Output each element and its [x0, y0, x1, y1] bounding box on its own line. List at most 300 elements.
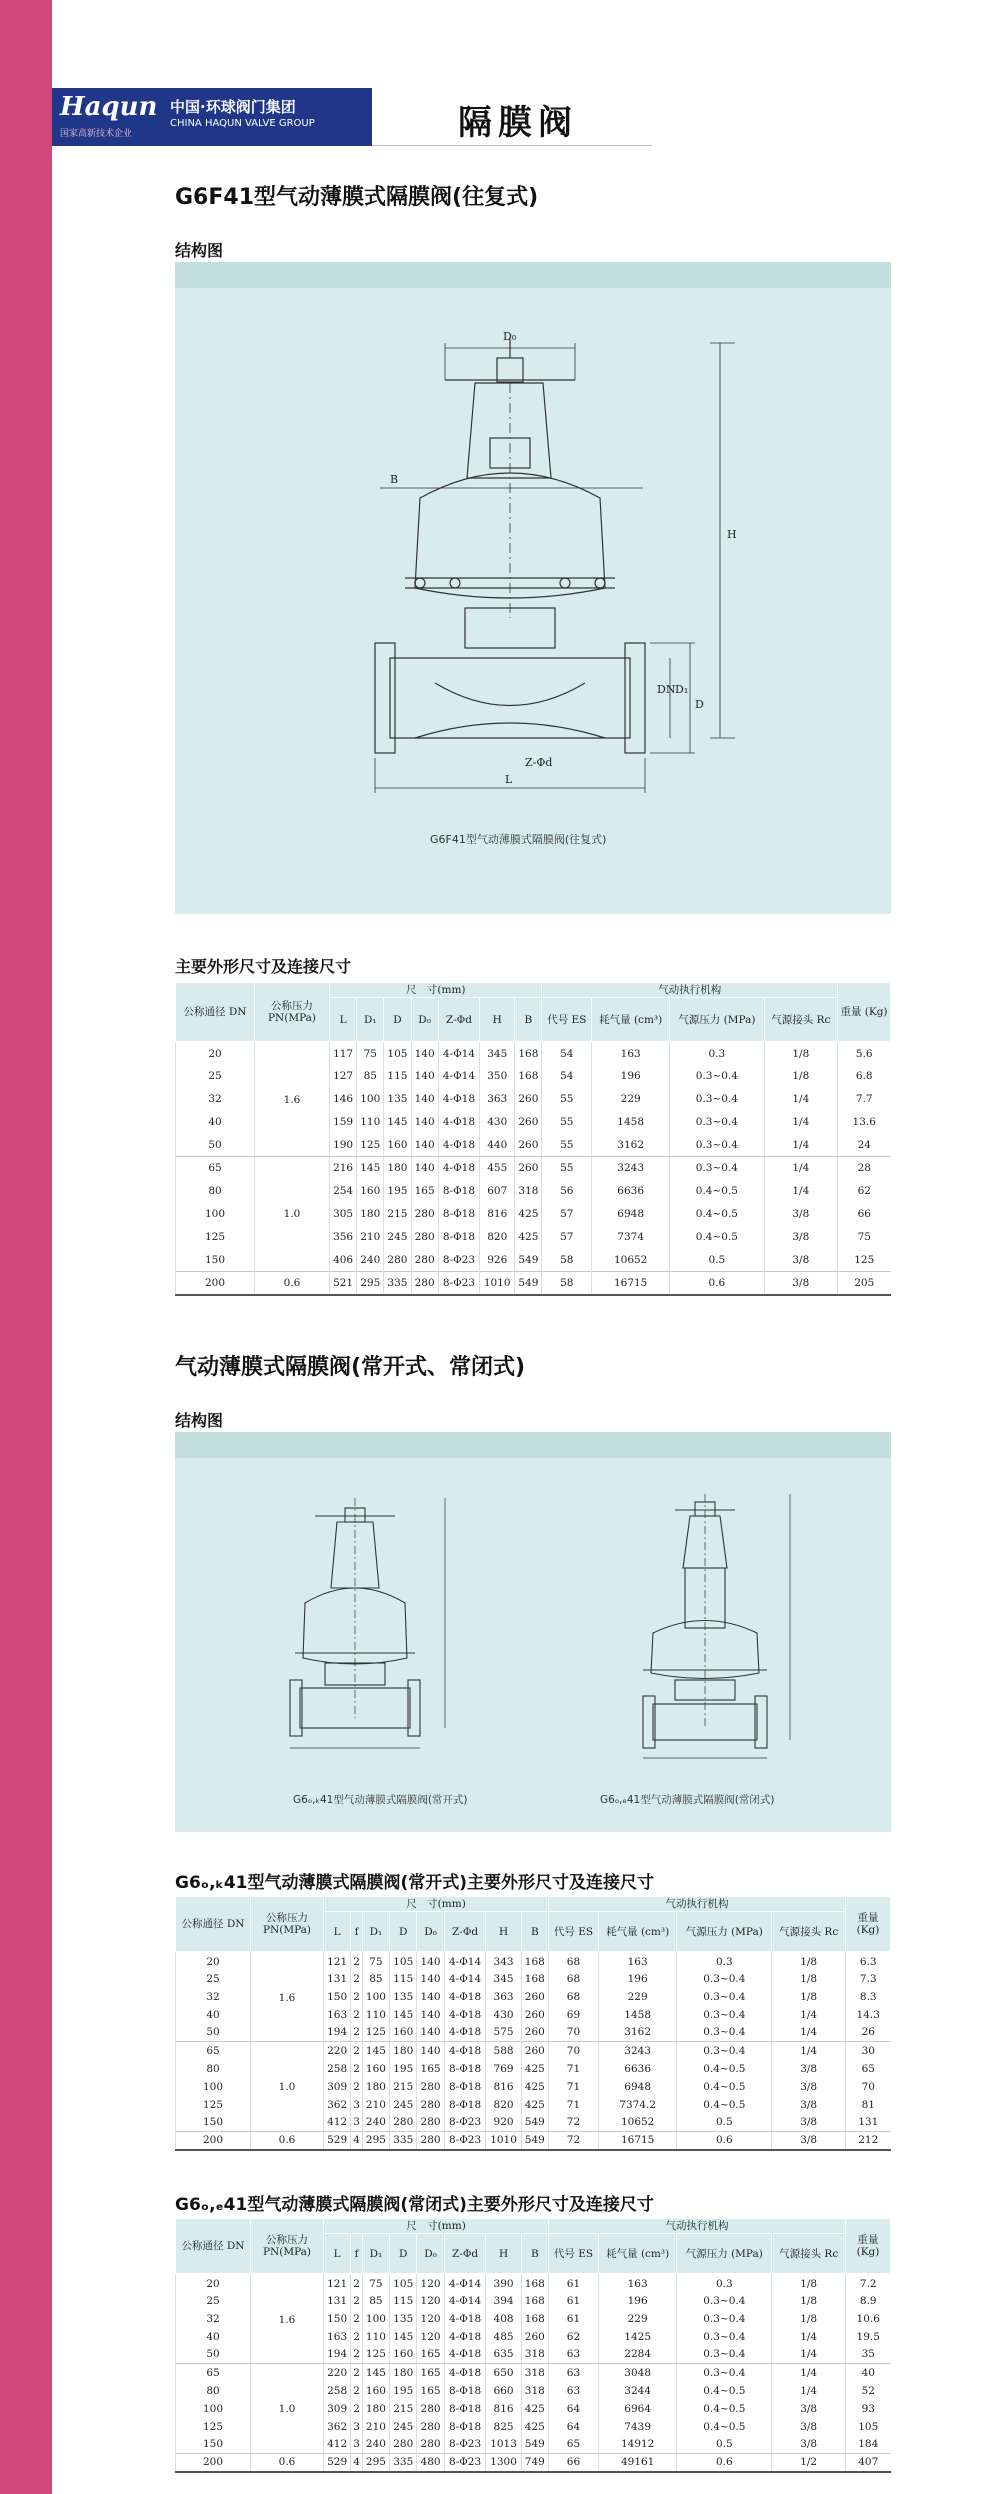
- table-cell: 6964: [599, 2400, 677, 2418]
- section1-struct-label: 结构图: [175, 241, 224, 260]
- drawing-panel-1: [175, 262, 891, 914]
- table-cell: 3048: [599, 2364, 677, 2382]
- table-cell: 362: [324, 2096, 351, 2114]
- table-cell: 1010: [486, 2132, 521, 2150]
- table-cell: 16715: [592, 1272, 670, 1295]
- table-cell: 8-Φ23: [438, 1272, 480, 1295]
- col-group-dims: 尺 寸(mm): [330, 983, 542, 998]
- table-cell: 0.3: [677, 2274, 772, 2292]
- table-cell: 0.6: [670, 1272, 765, 1295]
- table-cell: 4-Φ18: [444, 2042, 486, 2060]
- table-cell: 131: [324, 2292, 351, 2310]
- table-cell: 65: [846, 2060, 891, 2078]
- table-cell: 66: [548, 2454, 598, 2472]
- table-cell: 0.3~0.4: [677, 2364, 772, 2382]
- table-cell: 820: [486, 2096, 521, 2114]
- header-divider: [372, 145, 652, 146]
- table-cell: 280: [417, 2078, 444, 2096]
- col-dn: 公称通径 DN: [176, 2219, 251, 2274]
- table-cell: 168: [521, 2274, 548, 2292]
- col-d: D: [390, 1912, 417, 1952]
- table-cell: 13.6: [838, 1111, 891, 1134]
- table-cell: 0.3~0.4: [670, 1065, 765, 1088]
- table-cell: 4-Φ18: [438, 1134, 480, 1157]
- table-cell: 180: [390, 2042, 417, 2060]
- table-cell: 280: [390, 2114, 417, 2132]
- table-cell: 1/8: [772, 1988, 846, 2006]
- table-cell: 52: [846, 2382, 891, 2400]
- col-weight: 重量 (Kg): [838, 983, 891, 1042]
- table-cell: 280: [411, 1249, 438, 1272]
- drawing-caption-1: G6F41型气动薄膜式隔膜阀(往复式): [430, 833, 607, 846]
- table-cell: 168: [521, 2310, 548, 2328]
- table-cell: 0.4~0.5: [670, 1203, 765, 1226]
- table-cell: 245: [390, 2096, 417, 2114]
- table-cell: 440: [480, 1134, 515, 1157]
- col-l: L: [324, 1912, 351, 1952]
- table-cell: 125: [362, 2024, 389, 2042]
- label-zphid: Z-Φd: [525, 756, 553, 769]
- col-h: H: [486, 2234, 521, 2274]
- table-cell: 2: [351, 2078, 362, 2096]
- table-cell: 2: [351, 1970, 362, 1988]
- table-cell: 8-Φ18: [444, 2096, 486, 2114]
- table-cell: 85: [362, 1970, 389, 1988]
- table-cell: 168: [521, 2292, 548, 2310]
- table-cell: 425: [521, 2060, 548, 2078]
- col-es: 代号 ES: [548, 1912, 598, 1952]
- cell-pn: 0.6: [251, 2132, 324, 2150]
- table-cell: 30: [846, 2042, 891, 2060]
- table-cell: 430: [486, 2006, 521, 2024]
- table-cell: 168: [521, 1952, 548, 1970]
- table-cell: 140: [417, 1988, 444, 2006]
- table-cell: 4: [351, 2132, 362, 2150]
- table-cell: 240: [357, 1249, 384, 1272]
- table-row: [176, 2132, 891, 2150]
- cell-dn: 125: [176, 2096, 251, 2114]
- col-d1: D₁: [362, 1912, 389, 1952]
- table-cell: 4-Φ18: [438, 1088, 480, 1111]
- table-cell: 3/8: [764, 1226, 837, 1249]
- label-h: H: [727, 528, 737, 541]
- section2-struct-label: 结构图: [175, 1411, 224, 1430]
- table-cell: 70: [548, 2042, 598, 2060]
- table-cell: 1/8: [772, 1970, 846, 1988]
- table-cell: 425: [521, 2096, 548, 2114]
- table-cell: 0.4~0.5: [677, 2078, 772, 2096]
- table-cell: 140: [411, 1134, 438, 1157]
- table-cell: 335: [390, 2454, 417, 2472]
- table-cell: 1/8: [764, 1065, 837, 1088]
- table-cell: 135: [384, 1088, 411, 1111]
- table-cell: 0.3: [677, 1952, 772, 1970]
- table-cell: 93: [846, 2400, 891, 2418]
- table1-title: 主要外形尺寸及连接尺寸: [175, 957, 352, 976]
- table-cell: 6.8: [838, 1065, 891, 1088]
- col-weight: 重量 (Kg): [846, 1897, 891, 1952]
- table-cell: 10652: [592, 1249, 670, 1272]
- table-cell: 0.3~0.4: [670, 1157, 765, 1180]
- table-cell: 125: [838, 1249, 891, 1272]
- table-cell: 100: [362, 1988, 389, 2006]
- table-cell: 195: [390, 2382, 417, 2400]
- cell-dn: 100: [176, 2400, 251, 2418]
- cell-dn: 80: [176, 2382, 251, 2400]
- col-air-connector: 气源接头 Rc: [772, 2234, 846, 2274]
- cell-dn: 20: [176, 1952, 251, 1970]
- col-l: L: [330, 998, 357, 1042]
- table-cell: 64: [548, 2400, 598, 2418]
- table-cell: 115: [384, 1065, 411, 1088]
- table-cell: 2: [351, 2274, 362, 2292]
- table-cell: 140: [411, 1157, 438, 1180]
- table-cell: 0.4~0.5: [677, 2382, 772, 2400]
- company-logo: Haqun: [60, 92, 158, 122]
- table-cell: 8-Φ23: [444, 2454, 486, 2472]
- table-cell: 3: [351, 2436, 362, 2454]
- table-cell: 0.3~0.4: [677, 2310, 772, 2328]
- brand-header: [52, 88, 372, 146]
- table-cell: 140: [417, 2024, 444, 2042]
- table-cell: 100: [362, 2310, 389, 2328]
- table-cell: 0.4~0.5: [677, 2418, 772, 2436]
- table-cell: 3/8: [772, 2436, 846, 2454]
- table-cell: 120: [417, 2292, 444, 2310]
- table-cell: 280: [411, 1226, 438, 1249]
- table-cell: 125: [357, 1134, 384, 1157]
- valve-drawings-no-nc: [175, 1458, 891, 1832]
- table-cell: 2: [351, 2328, 362, 2346]
- table-cell: 3/8: [772, 2078, 846, 2096]
- table-cell: 4-Φ14: [438, 1042, 480, 1065]
- table-cell: 820: [480, 1226, 515, 1249]
- col-dn: 公称通径 DN: [176, 983, 255, 1042]
- table-cell: 240: [362, 2114, 389, 2132]
- table-cell: 5.6: [838, 1042, 891, 1065]
- table-cell: 131: [846, 2114, 891, 2132]
- table-cell: 430: [480, 1111, 515, 1134]
- table-cell: 4-Φ14: [438, 1065, 480, 1088]
- table-cell: 280: [384, 1249, 411, 1272]
- table-cell: 408: [486, 2310, 521, 2328]
- table-cell: 260: [515, 1157, 542, 1180]
- table-cell: 63: [548, 2346, 598, 2364]
- table-cell: 54: [542, 1065, 592, 1088]
- table-cell: 0.4~0.5: [670, 1226, 765, 1249]
- table-cell: 0.4~0.5: [677, 2400, 772, 2418]
- table-cell: 85: [357, 1065, 384, 1088]
- table-cell: 215: [390, 2400, 417, 2418]
- col-l: L: [324, 2234, 351, 2274]
- table-cell: 14912: [599, 2436, 677, 2454]
- table-cell: 350: [480, 1065, 515, 1088]
- table-cell: 280: [417, 2400, 444, 2418]
- label-d: D: [695, 698, 704, 711]
- cell-dn: 40: [176, 2006, 251, 2024]
- table-cell: 145: [390, 2006, 417, 2024]
- table-cell: 280: [417, 2418, 444, 2436]
- table-cell: 145: [390, 2328, 417, 2346]
- table-cell: 4-Φ18: [444, 2328, 486, 2346]
- col-b: B: [521, 2234, 548, 2274]
- cell-dn: 80: [176, 1180, 255, 1203]
- company-name-en: CHINA HAQUN VALVE GROUP: [170, 118, 315, 129]
- table-cell: 318: [521, 2364, 548, 2382]
- table-cell: 0.4~0.5: [677, 2096, 772, 2114]
- table-cell: 816: [486, 2400, 521, 2418]
- table-cell: 115: [390, 1970, 417, 1988]
- col-pn: 公称压力 PN(MPa): [251, 2219, 324, 2274]
- cell-pn: 1.0: [251, 2042, 324, 2132]
- table-cell: 140: [417, 1952, 444, 1970]
- table-cell: 0.6: [677, 2132, 772, 2150]
- table-cell: 4-Φ14: [444, 1952, 486, 1970]
- table-cell: 125: [362, 2346, 389, 2364]
- cell-dn: 65: [176, 2364, 251, 2382]
- table-cell: 145: [384, 1111, 411, 1134]
- table-cell: 1/4: [764, 1180, 837, 1203]
- table-cell: 71: [548, 2060, 598, 2078]
- table-cell: 1300: [486, 2454, 521, 2472]
- table-cell: 485: [486, 2328, 521, 2346]
- table-row: [176, 2364, 891, 2382]
- table-cell: 68: [548, 1952, 598, 1970]
- table-cell: 2: [351, 2006, 362, 2024]
- table-cell: 8-Φ18: [444, 2418, 486, 2436]
- cell-dn: 100: [176, 2078, 251, 2096]
- table-cell: 70: [548, 2024, 598, 2042]
- table-cell: 8-Φ18: [444, 2060, 486, 2078]
- table-cell: 220: [324, 2042, 351, 2060]
- table-cell: 75: [362, 2274, 389, 2292]
- table-cell: 1/8: [772, 2310, 846, 2328]
- cell-dn: 200: [176, 2454, 251, 2472]
- table-cell: 1/4: [772, 2006, 846, 2024]
- table-cell: 0.3~0.4: [677, 1970, 772, 1988]
- col-b: B: [515, 998, 542, 1042]
- table-cell: 8-Φ18: [438, 1226, 480, 1249]
- table-cell: 40: [846, 2364, 891, 2382]
- table-cell: 3/8: [772, 2418, 846, 2436]
- table-cell: 61: [548, 2292, 598, 2310]
- table-cell: 100: [357, 1088, 384, 1111]
- table-cell: 8.3: [846, 1988, 891, 2006]
- table-cell: 0.3~0.4: [677, 2006, 772, 2024]
- table-cell: 26: [846, 2024, 891, 2042]
- cell-dn: 25: [176, 2292, 251, 2310]
- table2-body: [176, 1952, 891, 2150]
- table-cell: 8-Φ18: [438, 1203, 480, 1226]
- table-cell: 7439: [599, 2418, 677, 2436]
- cell-dn: 65: [176, 1157, 255, 1180]
- table-cell: 305: [330, 1203, 357, 1226]
- cell-dn: 25: [176, 1970, 251, 1988]
- table-cell: 406: [330, 1249, 357, 1272]
- table-cell: 425: [521, 2078, 548, 2096]
- col-f: f: [351, 2234, 362, 2274]
- table-cell: 55: [542, 1111, 592, 1134]
- table-cell: 363: [486, 1988, 521, 2006]
- table-cell: 318: [515, 1180, 542, 1203]
- table-cell: 168: [521, 1970, 548, 1988]
- col-group-actuator: 气动执行机构: [548, 1897, 845, 1912]
- table-cell: 295: [362, 2454, 389, 2472]
- table-cell: 127: [330, 1065, 357, 1088]
- section2-title: 气动薄膜式隔膜阀(常开式、常闭式): [175, 1355, 526, 1380]
- table-cell: 3/8: [764, 1272, 837, 1295]
- table-cell: 1425: [599, 2328, 677, 2346]
- page-title: 隔膜阀: [458, 103, 578, 143]
- table-cell: 120: [417, 2274, 444, 2292]
- table-cell: 1/4: [772, 2346, 846, 2364]
- table-cell: 2: [351, 2310, 362, 2328]
- table-cell: 165: [417, 2060, 444, 2078]
- cell-dn: 150: [176, 2436, 251, 2454]
- table-cell: 412: [324, 2114, 351, 2132]
- table-cell: 3/8: [764, 1203, 837, 1226]
- cell-dn: 150: [176, 2114, 251, 2132]
- table-cell: 8-Φ18: [438, 1180, 480, 1203]
- cell-dn: 200: [176, 1272, 255, 1295]
- table-cell: 121: [324, 1952, 351, 1970]
- table-cell: 16715: [599, 2132, 677, 2150]
- table-cell: 4-Φ14: [444, 2274, 486, 2292]
- table-cell: 260: [521, 2328, 548, 2346]
- table-cell: 2: [351, 2382, 362, 2400]
- table-cell: 68: [548, 1988, 598, 2006]
- table-cell: 4-Φ18: [444, 2346, 486, 2364]
- table-cell: 2: [351, 2346, 362, 2364]
- table-cell: 926: [480, 1249, 515, 1272]
- col-air-connector: 气源接头 Rc: [764, 998, 837, 1042]
- caption-normally-open: G6ₒ,ₖ41型气动薄膜式隔膜阀(常开式): [293, 1794, 468, 1806]
- table-cell: 1458: [592, 1111, 670, 1134]
- table-cell: 529: [324, 2454, 351, 2472]
- table-cell: 362: [324, 2418, 351, 2436]
- table-cell: 425: [521, 2418, 548, 2436]
- table-cell: 7374: [592, 1226, 670, 1249]
- table-cell: 1/2: [772, 2454, 846, 2472]
- table-cell: 280: [411, 1203, 438, 1226]
- table-cell: 0.3~0.4: [670, 1088, 765, 1111]
- table-cell: 150: [324, 1988, 351, 2006]
- col-zphid: Z-Φd: [444, 1912, 486, 1952]
- col-air-consumption: 耗气量 (cm³): [599, 2234, 677, 2274]
- table-row: [176, 2042, 891, 2060]
- table-cell: 245: [384, 1226, 411, 1249]
- table-cell: 318: [521, 2346, 548, 2364]
- table-cell: 2: [351, 2364, 362, 2382]
- table-cell: 0.5: [677, 2114, 772, 2132]
- table-cell: 145: [362, 2364, 389, 2382]
- cell-dn: 20: [176, 1042, 255, 1065]
- table-cell: 1/4: [764, 1088, 837, 1111]
- table-cell: 110: [357, 1111, 384, 1134]
- table-cell: 8-Φ18: [444, 2078, 486, 2096]
- table-cell: 7374.2: [599, 2096, 677, 2114]
- table-cell: 220: [324, 2364, 351, 2382]
- col-group-actuator: 气动执行机构: [548, 2219, 845, 2234]
- company-name-cn: 中国·环球阀门集团: [170, 98, 296, 116]
- table-cell: 3: [351, 2418, 362, 2436]
- table-cell: 196: [599, 1970, 677, 1988]
- table-cell: 8-Φ23: [438, 1249, 480, 1272]
- table-cell: 63: [548, 2382, 598, 2400]
- table-cell: 1/8: [764, 1042, 837, 1065]
- table-cell: 425: [515, 1203, 542, 1226]
- table-cell: 280: [417, 2114, 444, 2132]
- table-cell: 4-Φ18: [444, 2006, 486, 2024]
- logo-subtext: 国家高新技术企业: [60, 129, 133, 139]
- table-cell: 140: [417, 1970, 444, 1988]
- dimension-table-1: [175, 982, 891, 1296]
- table-cell: 229: [599, 1988, 677, 2006]
- table2-title: G6ₒ,ₖ41型气动薄膜式隔膜阀(常开式)主要外形尺寸及连接尺寸: [175, 1873, 655, 1893]
- col-zphid: Z-Φd: [444, 2234, 486, 2274]
- col-f: f: [351, 1912, 362, 1952]
- table-cell: 1/4: [772, 2042, 846, 2060]
- table-cell: 363: [480, 1088, 515, 1111]
- table-cell: 425: [515, 1226, 542, 1249]
- table-cell: 163: [599, 1952, 677, 1970]
- table-cell: 24: [838, 1134, 891, 1157]
- cell-dn: 150: [176, 1249, 255, 1272]
- table-cell: 165: [417, 2346, 444, 2364]
- table-cell: 407: [846, 2454, 891, 2472]
- col-air-pressure: 气源压力 (MPa): [670, 998, 765, 1042]
- table-cell: 195: [390, 2060, 417, 2078]
- col-d0: D₀: [417, 2234, 444, 2274]
- table-cell: 3/8: [772, 2096, 846, 2114]
- cell-dn: 65: [176, 2042, 251, 2060]
- col-air-consumption: 耗气量 (cm³): [599, 1912, 677, 1952]
- table-cell: 529: [324, 2132, 351, 2150]
- table-cell: 280: [390, 2436, 417, 2454]
- table-cell: 480: [417, 2454, 444, 2472]
- table-cell: 205: [838, 1272, 891, 1295]
- table-cell: 260: [515, 1111, 542, 1134]
- table-cell: 335: [390, 2132, 417, 2150]
- table-cell: 588: [486, 2042, 521, 2060]
- table-cell: 260: [515, 1134, 542, 1157]
- table-cell: 72: [548, 2132, 598, 2150]
- table-cell: 2: [351, 1988, 362, 2006]
- table-cell: 425: [521, 2400, 548, 2418]
- table-cell: 0.3~0.4: [677, 2042, 772, 2060]
- table-cell: 1/8: [772, 2274, 846, 2292]
- valve-drawing-reciprocating: [175, 288, 891, 914]
- table-cell: 825: [486, 2418, 521, 2436]
- table-cell: 260: [521, 1988, 548, 2006]
- table-cell: 0.4~0.5: [677, 2060, 772, 2078]
- col-d0: D₀: [417, 1912, 444, 1952]
- table-cell: 110: [362, 2328, 389, 2346]
- table-cell: 160: [384, 1134, 411, 1157]
- table-cell: 0.3: [670, 1042, 765, 1065]
- cell-dn: 80: [176, 2060, 251, 2078]
- table-cell: 1/4: [764, 1134, 837, 1157]
- table-cell: 184: [846, 2436, 891, 2454]
- table-cell: 260: [521, 2006, 548, 2024]
- cell-dn: 200: [176, 2132, 251, 2150]
- table-cell: 335: [384, 1272, 411, 1295]
- table-cell: 63: [548, 2364, 598, 2382]
- table-cell: 0.4~0.5: [670, 1180, 765, 1203]
- col-group-dims: 尺 寸(mm): [324, 2219, 549, 2234]
- table-cell: 180: [362, 2400, 389, 2418]
- table-cell: 3: [351, 2096, 362, 2114]
